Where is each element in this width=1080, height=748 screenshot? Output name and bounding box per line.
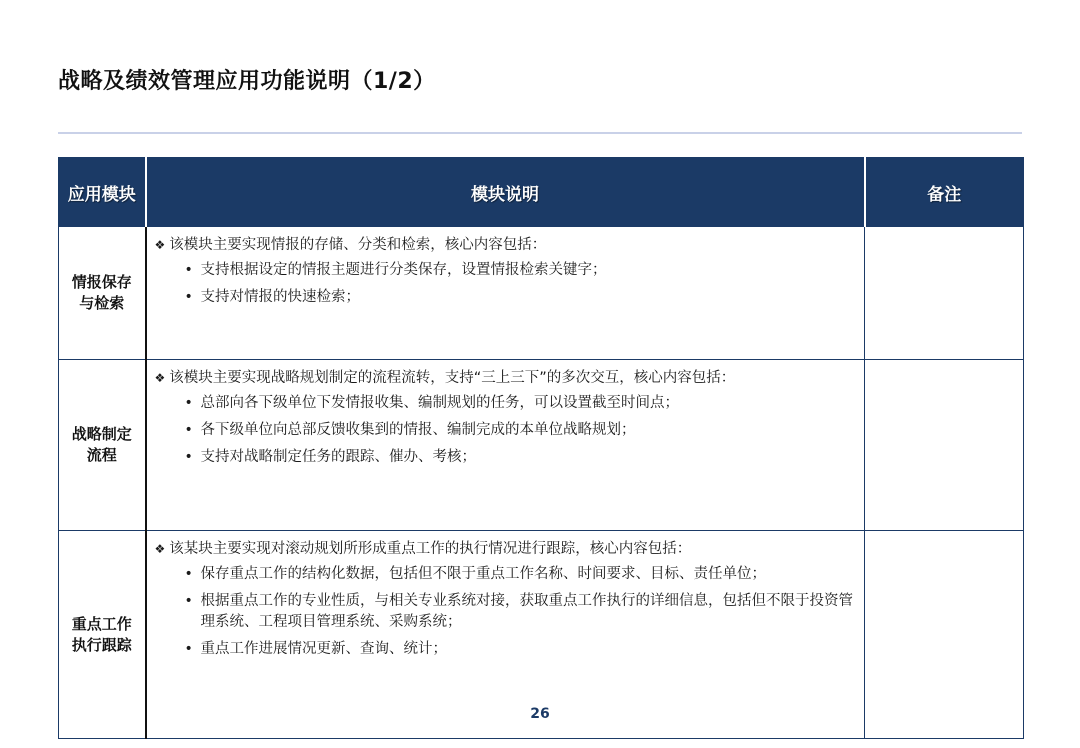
remarks-cell [865,227,1024,360]
remarks-cell [865,360,1024,531]
module-cell [59,227,146,360]
module-cell [59,360,146,531]
table-row [59,360,1024,531]
list-item: • 各下级单位向总部反馈收集到的情报、编制完成的本单位战略规划； [181,420,855,441]
module-name-line: 战略制定 [71,425,132,443]
bullet-dot-icon: • [184,566,193,582]
page-number: 26 [530,706,550,722]
description-intro: ❖ 该某块主要实现对滚动规划所形成重点工作的执行情况进行跟踪，核心内容包括： [154,541,692,557]
list-item: • 支持根据设定的情报主题进行分类保存，设置情报检索关键字； [181,260,855,281]
page-title: 战略及绩效管理应用功能说明（1/2） [58,69,436,94]
description-cell [146,227,865,360]
description-intro: ❖ 该模块主要实现战略规划制定的流程流转，支持“三上三下”的多次交互，核心内容包括： [154,370,736,386]
diamond-bullet-icon: ❖ [154,238,166,252]
description-cell [146,360,865,531]
bullet-list [155,564,855,660]
bullet-dot-icon: • [184,395,193,411]
list-item: • 重点工作进展情况更新、查询、统计； [181,639,855,660]
header-remarks: 备注 [865,158,1024,227]
table-row [59,227,1024,360]
diamond-bullet-icon: ❖ [154,371,166,385]
header-module: 应用模块 [59,158,146,227]
bullet-dot-icon: • [184,449,193,465]
function-table [58,157,1024,739]
list-item: • 支持对战略制定任务的跟踪、催办、考核； [181,447,855,468]
module-name-line: 情报保存 [71,273,132,291]
bullet-dot-icon: • [184,641,193,657]
header-description: 模块说明 [146,158,865,227]
list-item: • 支持对情报的快速检索； [181,287,855,308]
bullet-list [155,393,855,468]
bullet-dot-icon: • [184,593,193,609]
module-name-line: 与检索 [79,294,125,312]
title-divider [58,132,1022,134]
diamond-bullet-icon: ❖ [154,542,166,556]
bullet-dot-icon: • [184,422,193,438]
module-name-line: 重点工作 [71,614,132,633]
list-item: • 总部向各下级单位下发情报收集、编制规划的任务，可以设置截至时间点； [181,393,855,414]
module-name-line: 执行跟踪 [71,635,132,654]
bullet-list [155,260,855,308]
description-intro: ❖ 该模块主要实现情报的存储、分类和检索，核心内容包括： [154,237,547,253]
list-item: • 保存重点工作的结构化数据，包括但不限于重点工作名称、时间要求、目标、责任单位； [181,564,855,585]
bullet-dot-icon: • [184,262,193,278]
table-header-row [59,158,1024,227]
list-item: • 根据重点工作的专业性质，与相关专业系统对接，获取重点工作执行的详细信息，包括但不限于投资管理系统、工程项目管理系统、采购系统； [184,593,853,630]
bullet-dot-icon: • [184,289,193,305]
module-name-line: 流程 [86,446,117,464]
